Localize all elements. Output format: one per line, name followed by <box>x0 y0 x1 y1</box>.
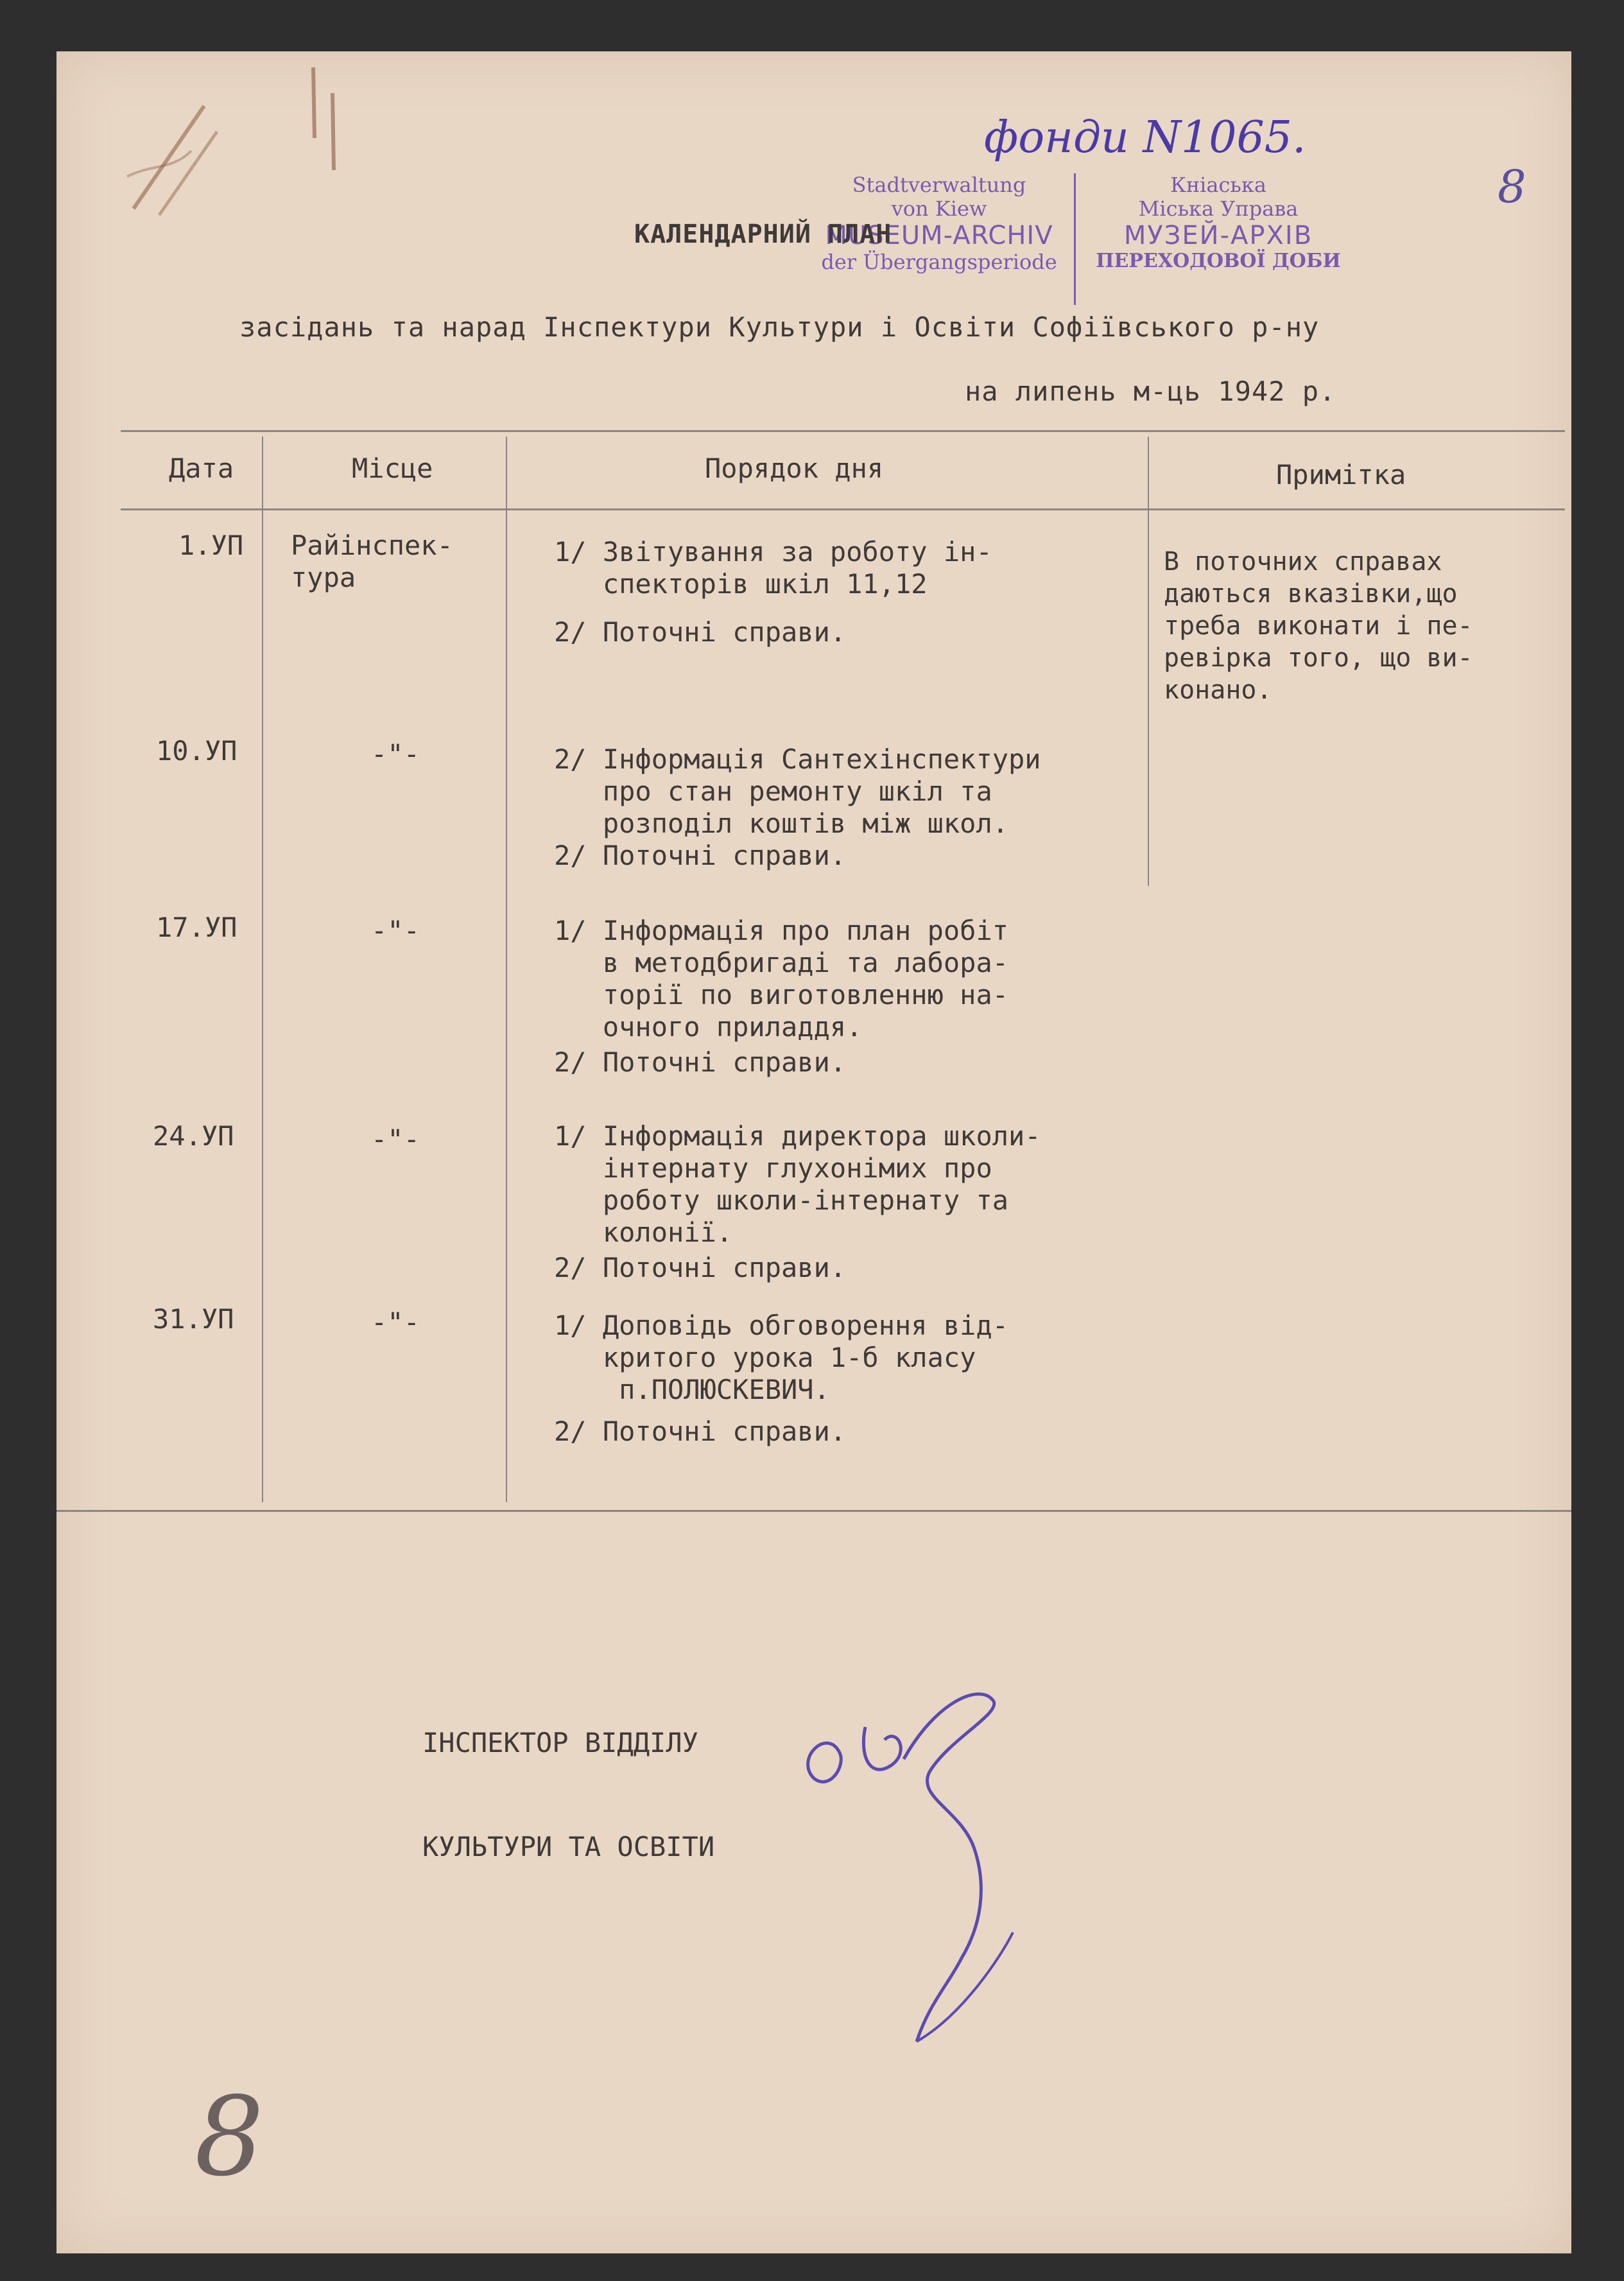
table-row-place: -"- <box>371 738 420 770</box>
stamp-right <box>1084 173 1353 272</box>
table-row-date: 31.УП <box>153 1303 234 1335</box>
table-row-date: 1.УП <box>178 530 244 561</box>
table-row-agenda-item: 1/ Доповідь обговорення від- критого урока 1-б класу п.ПОЛЮСКЕВИЧ. <box>554 1310 1009 1405</box>
table-row-place: -"- <box>371 1306 420 1338</box>
table-row-agenda-item: 1/ Інформація директора школи- інтернату глухонімих про роботу школи-інтернату та колонії. <box>554 1120 1041 1248</box>
document-title: КАЛЕНДАРНИЙ ПЛАН <box>634 220 892 249</box>
table-row-place: -"- <box>371 915 420 946</box>
pencil-page-number: 8 <box>194 2074 264 2201</box>
stamp-right-line: МУЗЕЙ-АРХІВ <box>1123 220 1313 250</box>
signature-title-line: КУЛЬТУРИ ТА ОСВІТИ <box>422 1831 715 1862</box>
stamp-right-line: Міська Управа <box>1138 196 1299 221</box>
stamp-right-line: Кніаська <box>1170 173 1266 197</box>
signature-title <box>422 1656 714 1934</box>
signature-title-line: ІНСПЕКТОР ВІДДІЛУ <box>422 1727 698 1758</box>
table-row-agenda-item: 2/ Поточні справи. <box>554 1416 847 1447</box>
column-header-place: Місце <box>352 453 433 484</box>
column-header-agenda: Порядок дня <box>705 453 884 484</box>
document-subtitle: засідань та нарад Інспектури Культури і Освіти Софіївського р-ну <box>239 311 1320 343</box>
page-number-handwritten: 8 <box>1498 160 1526 213</box>
table-top-rule <box>121 430 1565 432</box>
ink-marks-top <box>300 61 352 189</box>
stamp-divider <box>1074 173 1076 305</box>
column-header-note: Примітка <box>1276 459 1406 490</box>
column-divider-place <box>506 437 507 1502</box>
table-row-agenda-item: 2/ Поточні справи. <box>554 840 847 871</box>
stamp-left-line: Stadtverwaltung <box>852 173 1026 197</box>
table-row-date: 10.УП <box>156 735 238 767</box>
column-divider-agenda <box>1148 437 1149 886</box>
stamp-left-line: MUSEUM-ARCHIV <box>825 220 1053 250</box>
document-sheet <box>56 51 1571 2253</box>
table-row-agenda-item: 1/ Звітування за роботу ін- спекторів шкіл 11,12 <box>554 536 992 600</box>
fond-number-handwritten: фонди N1065. <box>984 112 1306 163</box>
table-bottom-rule <box>56 1510 1571 1512</box>
table-row-agenda-item: 2/ Поточні справи. <box>554 616 847 648</box>
column-header-date: Дата <box>169 453 234 484</box>
table-row-agenda-item: 2/ Поточні справи. <box>554 1046 847 1078</box>
column-divider-date <box>262 437 263 1502</box>
handwritten-signature <box>769 1656 1128 2054</box>
table-row-note: В поточних справах даються вказівки,що треба виконати і пе- ревірка того, що ви- конано. <box>1164 547 1473 705</box>
table-header-rule <box>121 508 1565 510</box>
table-row-agenda-item: 2/ Інформація Сантехінспектури про стан ремонту шкіл та розподіл коштів між школ. <box>554 743 1041 839</box>
stamp-left-line: der Übergangsperiode <box>821 249 1057 274</box>
table-row-agenda-item: 1/ Інформація про план робіт в методбригаді та лабора- торії по виготовленню на- очного приладдя. <box>554 915 1009 1043</box>
table-row-place: Райінспек- тура <box>291 530 453 593</box>
table-row-date: 17.УП <box>156 912 238 943</box>
table-row-date: 24.УП <box>153 1120 234 1152</box>
table-row-agenda-item: 2/ Поточні справи. <box>554 1252 847 1283</box>
stamp-left-line: von Kiew <box>891 196 987 221</box>
stamp-right-line: ПЕРЕХОДОВОЇ ДОБИ <box>1096 249 1341 272</box>
document-period: на липень м-ць 1942 р. <box>965 376 1336 407</box>
table-row-place: -"- <box>371 1123 420 1155</box>
pencil-scribble-top-left <box>114 67 243 234</box>
